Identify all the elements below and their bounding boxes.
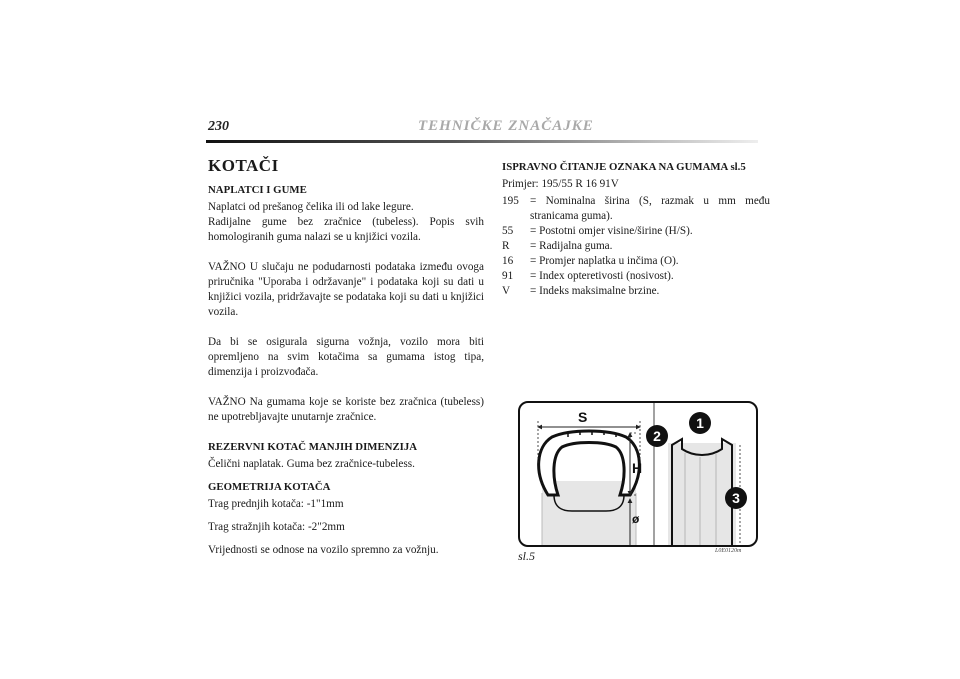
important-text: U slučaju ne podudarnosti podataka između ovoga priručnika "Uporaba i održavanje" i podataka koji su dati u knjižici vozila, pridržavajte se podataka koji su dati u knjižici vozila.	[208, 261, 484, 318]
code-row	[502, 254, 770, 269]
callout-2-label: 2	[653, 428, 661, 444]
safety-note: Da bi se osigurala sigurna vožnja, vozilo mora biti opremljeno na svim kotačima sa gumama istog tipa, dimenzija i proizvođača.	[208, 336, 484, 378]
tubeless-note	[208, 395, 484, 425]
section-title: KOTAČI	[208, 156, 279, 175]
code-list	[502, 194, 770, 299]
code-row	[502, 269, 770, 284]
geometry-note: Vrijednosti se odnose na vozilo spremno za vožnju.	[208, 544, 439, 556]
code-row	[502, 284, 770, 299]
rims-text-1: Naplatci od prešanog čelika ili od lake legure.	[208, 201, 414, 213]
code-key: 55	[502, 225, 514, 237]
geometry-heading: GEOMETRIJA KOTAČA	[208, 481, 331, 493]
code-key: V	[502, 285, 511, 297]
tubeless-tag: VAŽNO	[208, 396, 246, 408]
rear-toe: Trag stražnjih kotača: -2"2mm	[208, 521, 345, 533]
code-value: = Postotni omjer visine/širine (H/S).	[530, 225, 693, 237]
code-value: = Nominalna širina (S, razmak u mm među stranicama guma).	[530, 195, 770, 222]
h-label: H	[632, 460, 643, 476]
callout-3-label: 3	[732, 490, 740, 506]
tyre-markings-heading: ISPRAVNO ČITANJE OZNAKA NA GUMAMA sl.5	[502, 161, 746, 173]
figure-code: L0E0120m	[715, 548, 742, 554]
tyre-diagram	[518, 401, 758, 547]
code-value: = Indeks maksimalne brzine.	[530, 285, 660, 297]
code-row	[502, 239, 770, 254]
tyre-diagram-svg	[520, 403, 756, 545]
left-column	[208, 158, 484, 558]
spare-heading: REZERVNI KOTAČ MANJIH DIMENZIJA	[208, 441, 418, 453]
code-key: 16	[502, 255, 514, 267]
important-tag: VAŽNO	[208, 261, 246, 273]
diameter-label: ø	[632, 512, 640, 526]
rims-text-2: Radijalne gume bez zračnice (tubeless). Popis svih homologiranih guma nalazi se u knjižici vozila.	[208, 216, 484, 243]
spare-text: Čelični naplatak. Guma bez zračnice-tubeless.	[208, 458, 415, 470]
code-key: 195	[502, 195, 519, 207]
s-label: S	[578, 409, 588, 425]
page-number: 230	[208, 119, 229, 134]
callout-1-label: 1	[696, 415, 704, 431]
figure-label: sl.5	[518, 549, 536, 563]
header-rule	[206, 140, 758, 143]
code-row	[502, 194, 770, 224]
code-key: R	[502, 240, 510, 252]
code-value: = Promjer naplatka u inčima (O).	[530, 255, 679, 267]
front-toe: Trag prednjih kotača: -1"1mm	[208, 498, 344, 510]
right-column	[502, 160, 770, 299]
code-row	[502, 224, 770, 239]
important-note	[208, 260, 484, 320]
running-title: TEHNIČKE ZNAČAJKE	[418, 118, 594, 134]
rims-heading: NAPLATCI I GUME	[208, 184, 307, 196]
tyre-example: Primjer: 195/55 R 16 91V	[502, 178, 619, 190]
code-key: 91	[502, 270, 514, 282]
code-value: = Radijalna guma.	[530, 240, 613, 252]
code-value: = Index opteretivosti (nosivost).	[530, 270, 674, 282]
tubeless-text: Na gumama koje se koriste bez zračnica (tubeless) ne upotrebljavajte unutarnje zračnice.	[208, 396, 485, 423]
